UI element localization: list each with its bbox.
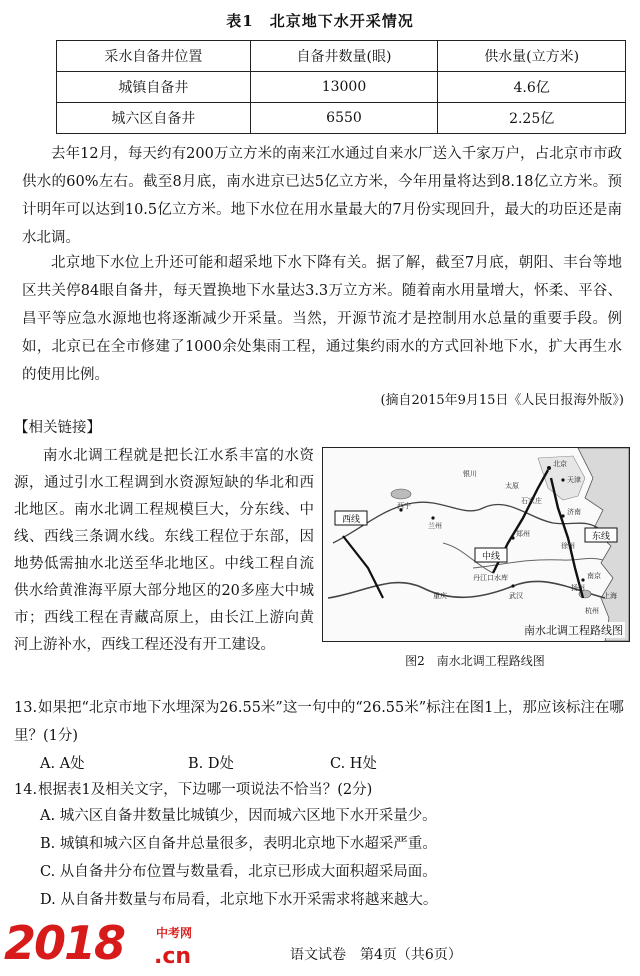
- city-label: 上海: [603, 592, 617, 600]
- option-b: B. D处: [188, 756, 234, 772]
- logo-domain: .cn: [154, 944, 192, 969]
- question-text: 如果把“北京市地下水埋深为26.55米”这一句中的“26.55米”标注在图1上，那应该标注在哪里？(1分): [14, 700, 624, 744]
- table-cell: 城六区自备井: [57, 103, 251, 134]
- option-c: C. H处: [330, 756, 377, 772]
- city-dot: [561, 478, 564, 481]
- option-a: A. A处: [40, 756, 85, 772]
- table-cell: 13000: [250, 72, 438, 103]
- table-cell: 2.25亿: [438, 103, 626, 134]
- yangtze-river: [328, 581, 605, 598]
- question-14: [14, 776, 629, 804]
- table-header-cell: 自备井数量(眼): [250, 41, 438, 72]
- table-title: 表1 北京地下水开采情况: [226, 12, 414, 30]
- yellow-river: [333, 502, 601, 543]
- city-label: 扬州: [571, 584, 585, 592]
- question-13: [14, 694, 629, 750]
- city-label: 西宁: [397, 502, 411, 510]
- article-source: (摘自2015年9月15日《人民日报海外版》): [380, 393, 624, 408]
- option-c: C. 从自备井分布位置与数量看，北京已形成大面积超采局面。: [40, 864, 437, 880]
- middle-route-label: 中线: [481, 552, 501, 562]
- city-label: 兰州: [428, 522, 442, 530]
- route-map: [322, 447, 630, 642]
- city-dot: [511, 584, 514, 587]
- question-text: 根据表1及相关文字，下边哪一项说法不恰当？(2分): [38, 782, 373, 798]
- option-b: B. 城镇和城六区自备井总量很多，表明北京地下水超采严重。: [40, 836, 437, 852]
- paragraph-1: 去年12月，每天约有200万立方米的南来江水通过自来水厂送入千家万户，占北京市市政供水的60%左右。截至8月底，南水进京已达5亿立方米，今年用量将达到8.18亿立方米。预计明年可以达到10.5亿立方米。地下水位在用水量最大的7月份实现回升，最大的功臣还是南水北调。: [22, 146, 622, 246]
- city-dot: [431, 516, 434, 519]
- map-inner-caption: 南水北调工程路线图: [524, 624, 623, 637]
- city-label: 徐州: [561, 542, 575, 550]
- city-label: 重庆: [433, 592, 447, 600]
- qinghai-lake: [391, 489, 411, 499]
- logo-zhongkao: 中考网: [156, 926, 193, 940]
- city-label: 郑州: [516, 530, 530, 538]
- city-label: 北京: [553, 460, 567, 468]
- question-number: 13.: [14, 700, 38, 716]
- city-dot: [561, 514, 564, 517]
- site-logo: [4, 916, 214, 974]
- option-a: A. 城六区自备井数量比城镇少，因而城六区地下水开采量少。: [40, 808, 437, 824]
- route-map-drawing: [323, 448, 629, 641]
- figure-caption: 图2 南水北调工程路线图: [405, 654, 545, 668]
- logo-year: 2018: [4, 916, 125, 970]
- option-d: D. 从自备井数量与布局看，北京地下水开采需求将越来越大。: [40, 892, 438, 908]
- city-label: 济南: [567, 508, 581, 516]
- table-row: [57, 103, 626, 134]
- groundwater-table: [56, 40, 626, 134]
- table-cell: 城镇自备井: [57, 72, 251, 103]
- city-label: 杭州: [585, 607, 599, 615]
- city-label: 太原: [505, 482, 519, 490]
- table-cell: 4.6亿: [438, 72, 626, 103]
- city-label: 天津: [567, 476, 581, 484]
- city-label: 武汉: [509, 592, 523, 600]
- east-route-label: 东线: [591, 532, 611, 542]
- question-number: 14.: [14, 782, 38, 798]
- city-label: 银川: [463, 470, 477, 478]
- table-header-row: [57, 41, 626, 72]
- page-footer: 语文试卷 第4页（共6页）: [290, 947, 462, 963]
- table-row: [57, 72, 626, 103]
- table-cell: 6550: [250, 103, 438, 134]
- related-links-text: 南水北调工程就是把长江水系丰富的水资源，通过引水工程调到水资源短缺的华北和西北地区。南水北调工程规模巨大，分东线、中线、西线三条调水线。东线工程位于东部，因地势低需抽水北送至华北地区。中线工程自流供水给黄淮海平原大部分地区的20多座大中城市；西线工程在青藏高原上，由长江上游向黄河上游补水，西线工程还没有开工建设。: [14, 448, 314, 653]
- city-dot: [581, 578, 584, 581]
- paragraph-2: 北京地下水位上升还可能和超采地下水下降有关。据了解，截至7月底，朝阳、丰台等地区共关停84眼自备井，每天置换地下水量达3.3万立方米。随着南水用量增大，怀柔、平谷、昌平等应急水源地也将逐渐减少开采量。当然，开源节流才是控制用水总量的重要手段。例如，北京已在全市修建了1000余处集雨工程，通过集约雨水的方式回补地下水，扩大再生水的使用比例。: [22, 255, 622, 383]
- city-label: 南京: [587, 572, 601, 580]
- city-dot: [511, 536, 514, 539]
- table-header-cell: 供水量(立方米): [438, 41, 626, 72]
- west-route-label: 西线: [341, 515, 361, 525]
- city-dot: [547, 466, 551, 470]
- table-header-cell: 采水自备井位置: [57, 41, 251, 72]
- city-label: 丹江口水库: [473, 574, 508, 582]
- related-links-heading: 【相关链接】: [14, 420, 101, 436]
- city-label: 石家庄: [521, 497, 542, 505]
